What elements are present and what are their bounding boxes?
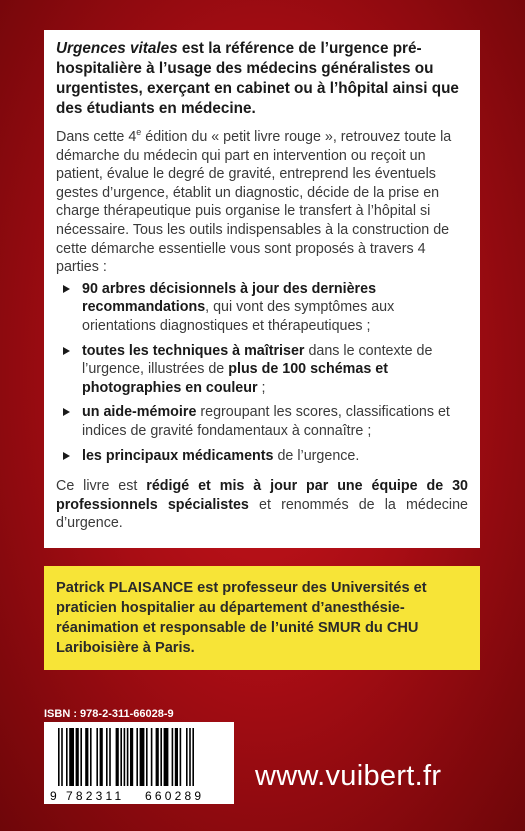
intro-paragraph bbox=[56, 39, 468, 119]
barcode-bars bbox=[44, 722, 234, 804]
barcode-bar bbox=[172, 728, 174, 786]
bullet-triangle-icon bbox=[63, 347, 70, 355]
barcode-first-digit: 9 bbox=[50, 789, 57, 803]
barcode-bar bbox=[69, 728, 74, 786]
barcode-bar bbox=[164, 728, 169, 786]
list-item-text: dans le contexte de l’urgence, illustrées de bbox=[82, 342, 433, 378]
barcode-bar bbox=[66, 728, 68, 786]
edition-paragraph bbox=[56, 128, 468, 277]
bullet-triangle-icon bbox=[63, 452, 70, 460]
list-item-text: regroupant les scores, classifications et indices de gravité fondamentaux à connaître ; bbox=[82, 404, 450, 439]
description-card bbox=[44, 30, 480, 548]
barcode-bar bbox=[192, 728, 194, 786]
barcode-bar bbox=[180, 728, 182, 786]
barcode-bar bbox=[175, 728, 178, 786]
list-item-text: , qui vont des symptômes aux orientations diagnostiques et thérapeutiques ; bbox=[82, 299, 395, 334]
closing-strong: rédigé et mis à jour par une équipe de 30 professionnels spécialistes bbox=[56, 478, 468, 513]
intro-text: est la référence de l’urgence pré-hospitalière à l’usage des médecins généralistes ou urgentistes, exerçant en cabinet ou à l’hôpital ainsi que des étudiants en médecine. bbox=[56, 40, 459, 117]
bullet-triangle-icon bbox=[63, 408, 70, 416]
bullet-triangle-icon bbox=[63, 285, 70, 293]
list-item bbox=[56, 403, 468, 440]
website-url: www.vuibert.fr bbox=[255, 760, 442, 792]
edition-superscript: e bbox=[136, 127, 142, 138]
barcode-bar bbox=[140, 728, 145, 786]
list-item-strong: 90 arbres décisionnels à jour des dernières recommandations bbox=[82, 280, 377, 316]
barcode-bar bbox=[136, 728, 138, 786]
list-item bbox=[56, 447, 468, 466]
barcode-bar bbox=[146, 728, 148, 786]
barcode-bar bbox=[124, 728, 126, 786]
author-bio: Patrick PLAISANCE est professeur des Universités et praticien hospitalier au département d’anesthésie-réanimation et responsable de l’unité SMUR du CHU Lariboisière à Paris. bbox=[56, 580, 427, 656]
barcode-bar bbox=[90, 728, 92, 786]
parts-list bbox=[56, 280, 468, 465]
barcode-group-right: 660289 bbox=[145, 789, 205, 803]
barcode-bar bbox=[156, 728, 159, 786]
book-title: Urgences vitales bbox=[56, 40, 178, 57]
list-item-text: ; bbox=[257, 379, 266, 396]
list-item-text: de l’urgence. bbox=[273, 447, 360, 464]
list-item-strong: les principaux médicaments bbox=[82, 447, 274, 464]
list-item-strong: plus de 100 schémas et photographies en couleur bbox=[82, 361, 388, 396]
edition-text-b: édition du « petit livre rouge », retrouvez toute la démarche du médecin qui part en intervention ou reçoit un patient, évalue le degré de gravité, entreprend les éventuels gestes d’urgence, établit un diagnostic, décide de la prise en charge thérapeutique puis organise le transfert à l’hôpital si nécessaire. Tous les outils indispensables à la construction de cette démarche essentielle vous sont proposés à travers 4 parties : bbox=[56, 129, 452, 276]
list-item bbox=[56, 342, 468, 398]
list-item-strong: toutes les techniques à maîtriser bbox=[82, 342, 305, 359]
barcode-bar bbox=[109, 728, 111, 786]
barcode-bar bbox=[80, 728, 82, 786]
closing-text-a: Ce livre est bbox=[56, 478, 147, 495]
closing-text-b: et renommés de la médecine d’urgence. bbox=[56, 496, 468, 532]
list-item bbox=[56, 280, 468, 336]
author-box bbox=[44, 566, 480, 670]
barcode-bar bbox=[151, 728, 153, 786]
list-item-strong: un aide-mémoire bbox=[82, 404, 197, 421]
barcode-bar bbox=[106, 728, 108, 786]
barcode-bar bbox=[120, 728, 122, 786]
barcode-bar bbox=[130, 728, 133, 786]
isbn-label: ISBN : 978-2-311-66028-9 bbox=[44, 708, 174, 720]
barcode-bar bbox=[160, 728, 162, 786]
barcode-bar bbox=[85, 728, 88, 786]
barcode-bar bbox=[96, 728, 98, 786]
barcode-bar bbox=[116, 728, 119, 786]
barcode-bar bbox=[186, 728, 188, 786]
barcode-bar bbox=[61, 728, 63, 786]
barcode-bar bbox=[76, 728, 79, 786]
barcode-bar bbox=[127, 728, 129, 786]
closing-paragraph bbox=[56, 477, 468, 533]
edition-text-a: Dans cette 4 bbox=[56, 129, 137, 145]
barcode bbox=[44, 722, 234, 804]
barcode-bar bbox=[100, 728, 103, 786]
barcode-bar bbox=[58, 728, 60, 786]
barcode-group-left: 782311 bbox=[66, 789, 125, 803]
barcode-bar bbox=[189, 728, 191, 786]
